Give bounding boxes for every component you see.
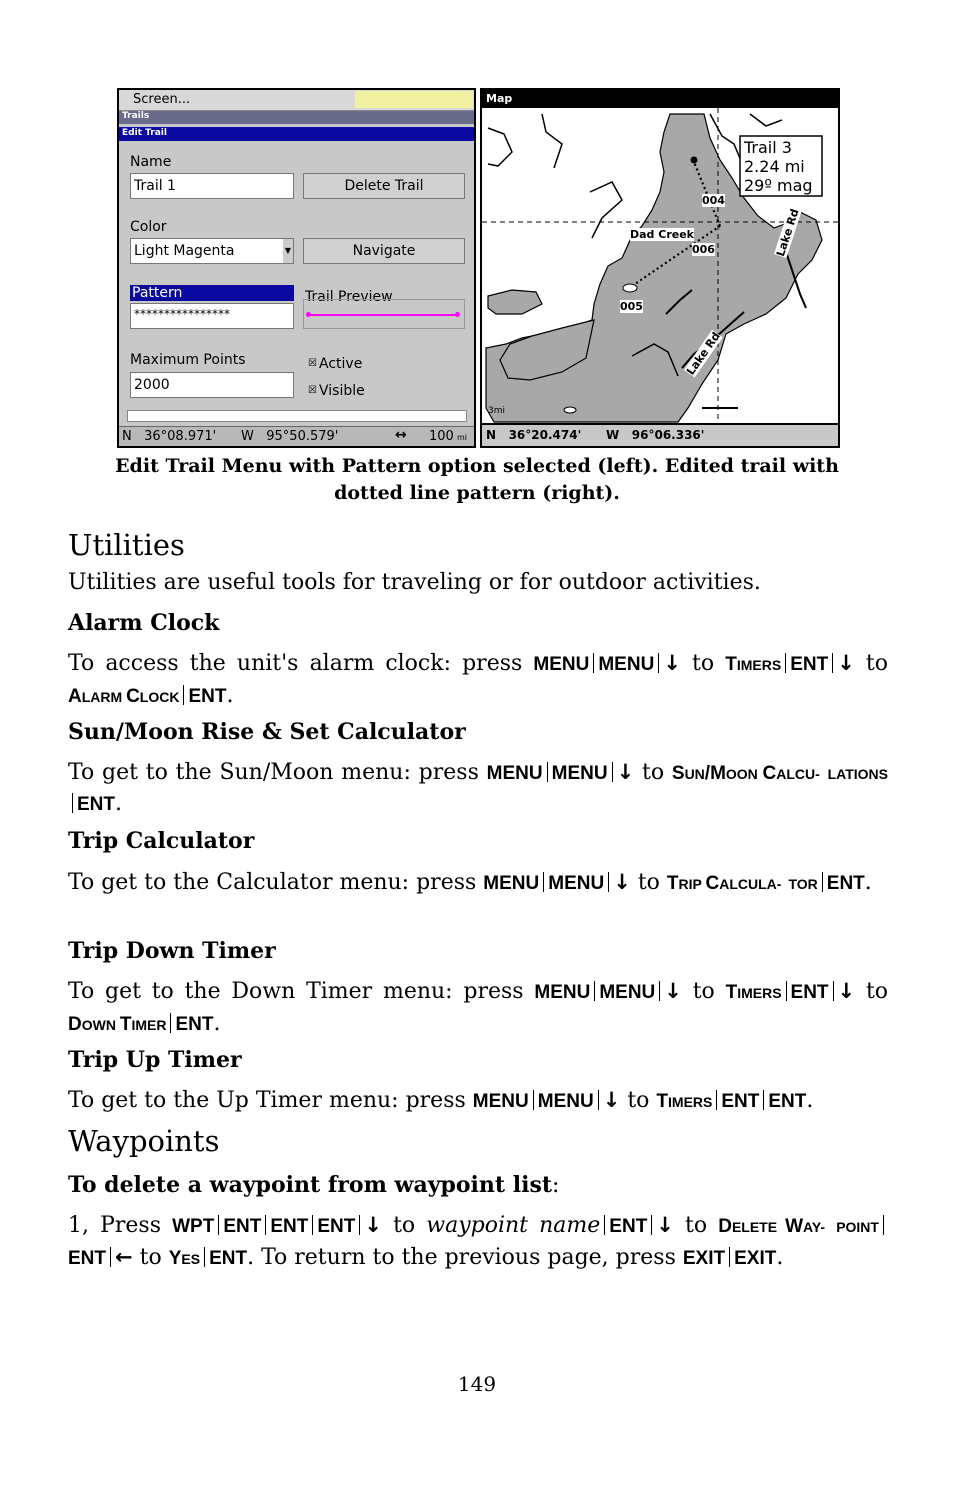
- trail-info-bearing: 29º mag: [744, 176, 813, 195]
- delete-waypoint-heading: To delete a waypoint from waypoint list:: [68, 1172, 560, 1198]
- pattern-label-highlight: [130, 285, 294, 301]
- map-scale: 3mi: [488, 406, 505, 416]
- caption-line-1: Edit Trail Menu with Pattern option selected (left). Edited trail with: [115, 455, 839, 477]
- color-select[interactable]: [130, 238, 294, 264]
- map-status-lat: N 36°20.474': [486, 428, 582, 442]
- trail-preview-dot-end: [455, 312, 460, 317]
- zoom-arrows-icon: ↔: [395, 427, 407, 443]
- visible-label: Visible: [319, 383, 365, 399]
- trip-calculator-heading: Trip Calculator: [68, 828, 255, 854]
- color-label: Color: [130, 219, 167, 235]
- name-field[interactable]: [130, 173, 294, 199]
- left-status-lat: N 36°08.971': [122, 429, 217, 444]
- max-points-value: 2000: [134, 377, 170, 393]
- menu-highlight: [355, 91, 473, 108]
- trail-preview-box: [303, 299, 465, 329]
- caption-line-2: dotted line pattern (right).: [334, 482, 620, 504]
- delete-trail-button[interactable]: [303, 173, 465, 199]
- trails-title: Trails: [122, 111, 150, 121]
- waypoints-heading: Waypoints: [68, 1124, 220, 1158]
- sun-moon-instructions: To get to the Sun/Moon menu: press MENU MENU ↓ to SUN/MOON CALCU- LATIONSENT.: [68, 760, 888, 816]
- left-status-bar: [119, 426, 474, 447]
- trail-end-dot: [691, 157, 698, 164]
- utilities-heading: Utilities: [68, 528, 185, 562]
- active-label: Active: [319, 356, 363, 372]
- left-status-zoom-unit: mi: [457, 433, 468, 442]
- screen-menu-bar: [119, 90, 474, 111]
- active-checkbox[interactable]: ☒: [308, 358, 317, 369]
- map-label-dad-creek: Dad Creek: [630, 228, 694, 241]
- utilities-intro: Utilities are useful tools for traveling or for outdoor activities.: [68, 570, 761, 595]
- map-title: Map: [486, 92, 513, 105]
- map-label-lake-rd-upper: Lake Rd: [774, 207, 802, 259]
- map-status-lon: W 96°06.336': [606, 428, 705, 442]
- trail-preview-label: Trail Preview: [305, 289, 393, 305]
- alarm-clock-instructions: To access the unit's alarm clock: press MENU MENU ↓ to TIMERS ENT ↓ to ALARM CLOCK ENT.: [68, 651, 888, 708]
- trip-calculator-instructions: To get to the Calculator menu: press MENU MENU ↓ to TRIP CALCULA- TOR ENT.: [68, 870, 872, 895]
- alarm-clock-heading: Alarm Clock: [68, 610, 220, 636]
- trail-preview-line: [308, 314, 458, 316]
- map-status-bar: [482, 423, 838, 448]
- boat-icon: [564, 407, 576, 413]
- left-status-zoom: 100: [429, 429, 454, 444]
- waypoint-005-icon: [623, 284, 637, 292]
- map-label-lake-rd-lower: Lake Rd: [684, 329, 723, 378]
- color-value: Light Magenta: [134, 243, 235, 259]
- trails-title-bar: [119, 111, 474, 124]
- trip-down-timer-heading: Trip Down Timer: [68, 938, 276, 964]
- figure-caption: [60, 453, 894, 507]
- navigate-label: Navigate: [352, 243, 416, 259]
- name-label: Name: [130, 154, 172, 170]
- pattern-value: ****************: [134, 307, 230, 321]
- map-screenshot: [480, 88, 840, 448]
- left-status-lon: W 95°50.579': [241, 429, 339, 444]
- max-points-label: Maximum Points: [130, 352, 246, 368]
- visible-checkbox[interactable]: ☒: [308, 385, 317, 396]
- left-bottom-white-strip: [127, 410, 467, 422]
- edit-trail-screenshot: [117, 88, 476, 448]
- trip-up-timer-instructions: To get to the Up Timer menu: press MENU MENU ↓ to TIMERS ENT ENT.: [68, 1088, 814, 1113]
- edit-trail-title: Edit Trail: [122, 128, 167, 138]
- screen-menu-label[interactable]: Screen...: [133, 92, 191, 107]
- pattern-label: Pattern: [132, 285, 183, 301]
- trip-up-timer-heading: Trip Up Timer: [68, 1047, 242, 1073]
- delete-waypoint-instructions: 1, Press WPT ENT ENT ENT ↓ to waypoint name ENT ↓ to DELETE WAY- POINTENT ← to YES ENT. To return to the previous page, press EXIT EXIT.: [68, 1210, 888, 1274]
- trail-info-name: Trail 3: [744, 138, 792, 157]
- trail-info-distance: 2.24 mi: [744, 157, 805, 176]
- edit-trail-title-bar: [119, 127, 474, 141]
- trail-preview-dot-start: [306, 312, 311, 317]
- map-title-bar: [482, 90, 838, 108]
- map-label-006: 006: [692, 243, 715, 256]
- trip-down-timer-instructions: To get to the Down Timer menu: press MENU MENU ↓ to TIMERS ENT ↓ to DOWN TIMER ENT.: [68, 979, 889, 1036]
- navigate-button[interactable]: [303, 238, 465, 264]
- map-label-004: 004: [702, 194, 725, 207]
- name-value: Trail 1: [134, 178, 176, 194]
- page-number: 149: [457, 1372, 497, 1396]
- max-points-field[interactable]: [130, 372, 294, 398]
- map-label-005: 005: [620, 300, 643, 313]
- dropdown-arrow-icon[interactable]: ▼: [283, 239, 293, 263]
- pattern-field[interactable]: [130, 303, 294, 329]
- delete-trail-label: Delete Trail: [344, 178, 424, 194]
- sun-moon-heading: Sun/Moon Rise & Set Calculator: [68, 719, 466, 745]
